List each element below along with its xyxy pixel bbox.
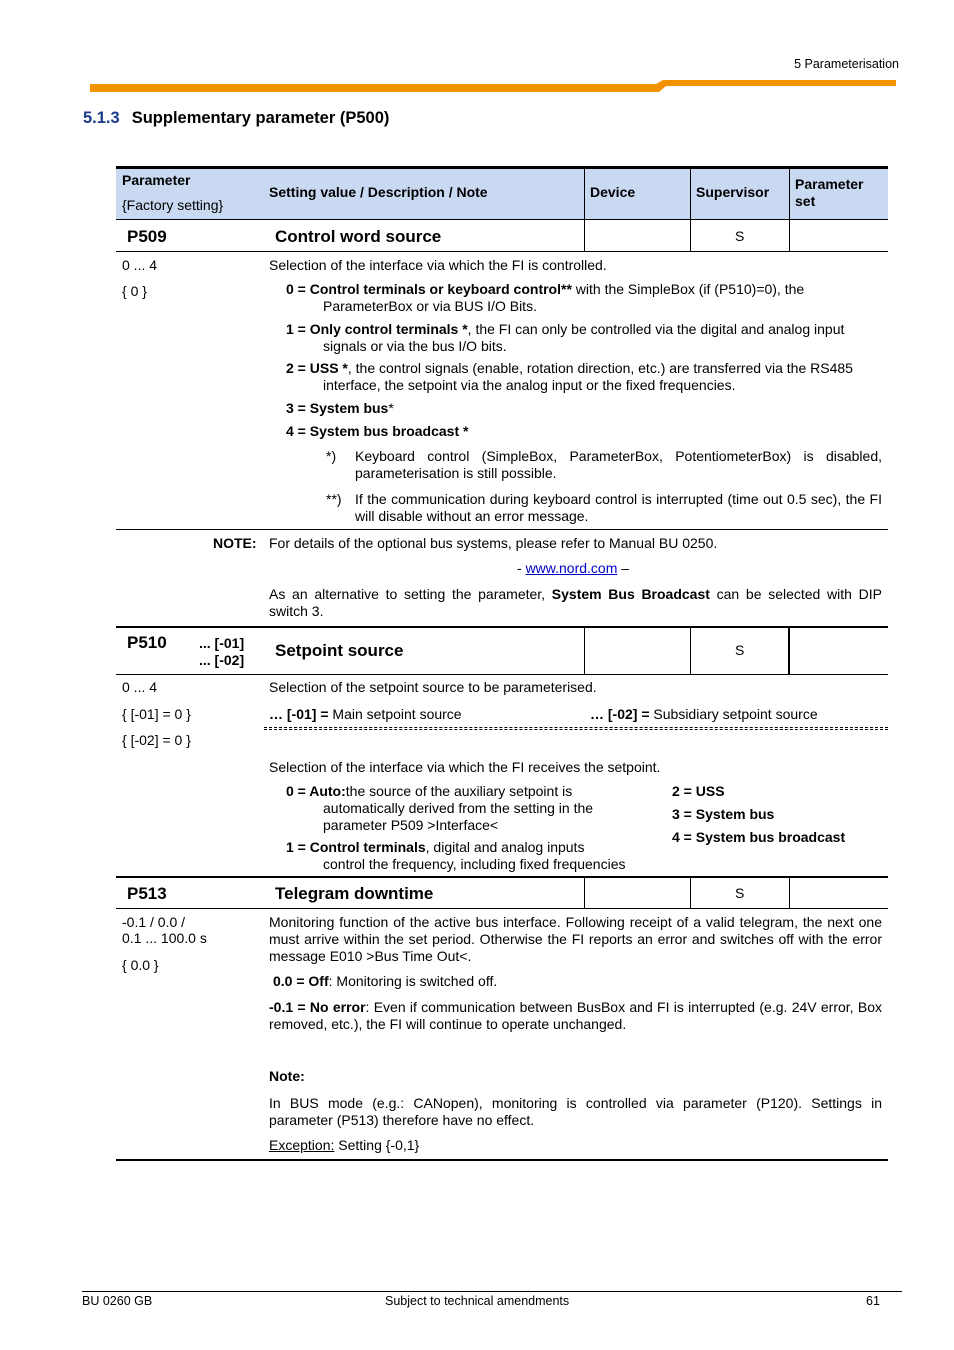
p509-opt2-text2: interface, the setpoint via the analog input or the fixed frequencies. (323, 377, 736, 393)
p509-link-line (517, 560, 629, 577)
p513-noerr-key: -0.1 = No error (269, 999, 366, 1015)
p510-sub2: ... [-02] (199, 652, 245, 668)
alt-bold: System Bus Broadcast (551, 586, 710, 602)
p510-opt2: 2 = USS (672, 783, 725, 799)
p509-opt3-text: * (388, 400, 394, 416)
p510-title: Setpoint source (275, 641, 404, 660)
p513-exc-text: Setting {-0,1} (334, 1137, 420, 1153)
p513-supervisor: S (735, 885, 745, 901)
p509-code: P509 (127, 227, 167, 246)
p509-opt3-key: 3 = System bus (286, 400, 389, 416)
p509-opt1-key: 1 = Only control terminals * (286, 321, 468, 337)
header-device: Device (590, 184, 636, 200)
nord-link[interactable]: www.nord.com (525, 560, 618, 576)
p513-note-label: Note: (269, 1068, 305, 1084)
p509-title: Control word source (275, 227, 442, 246)
p513-exc-label: Exception: (269, 1137, 335, 1153)
p510-opt0-text2: automatically derived from the setting in the (323, 800, 594, 816)
p509-fn2-mark: **) (326, 491, 342, 507)
alt-pre: As an alternative to setting the parameter, (269, 586, 552, 602)
p510-opt0-text: the source of the auxiliary setpoint is (345, 783, 573, 799)
p513-factory: { 0.0 } (122, 957, 159, 973)
section-title (83, 109, 389, 128)
p510-opt1-text: , digital and analog inputs (425, 839, 585, 855)
chapter-header: 5 Parameterisation (794, 57, 899, 71)
header-setting: Setting value / Description / Note (269, 184, 488, 200)
p509-fn2-text: If the communication during keyboard control is interrupted (time out 0.5 sec), the FI will disable without an error message. (355, 491, 882, 524)
p513-title: Telegram downtime (275, 884, 434, 903)
p509-opt0-text2: ParameterBox or via BUS I/O Bits. (323, 298, 537, 314)
orange-header-bar (90, 80, 896, 92)
p510-sub2-text: Subsidiary setpoint source (649, 706, 818, 722)
header-paramset: Parameter (795, 176, 864, 192)
header-parameter: Parameter (122, 172, 191, 188)
footer-divider (82, 1291, 902, 1292)
p510-opt1-key: 1 = Control terminals (286, 839, 426, 855)
p510-supervisor: S (735, 642, 745, 658)
table-header (116, 166, 888, 220)
p510-opt0-text3: parameter P509 >Interface< (323, 817, 499, 833)
p509-note-label: NOTE: (213, 535, 257, 551)
p509-factory: { 0 } (122, 283, 147, 299)
p513-range2: 0.1 ... 100.0 s (122, 930, 207, 946)
p510-factory1: { [-01] = 0 } (122, 706, 191, 722)
section-number: 5.1.3 (83, 109, 120, 127)
header-supervisor: Supervisor (696, 184, 770, 200)
p513-noerr-text: : Even if communication between BusBox and FI is interrupted (e.g. 24V error, Box removed, etc.), the FI will continue to operate unchanged. (269, 999, 882, 1032)
p509-intro: Selection of the interface via which the FI is controlled. (269, 257, 607, 273)
p509-opt2-text: , the control signals (enable, rotation direction, etc.) are transferred via the RS485 (347, 360, 853, 376)
p509-opt0-key: 0 = Control terminals or keyboard control** (286, 281, 572, 297)
link-prefix: - (517, 560, 526, 576)
p510-opt1-text2: control the frequency, including fixed frequencies (323, 856, 626, 872)
p509-opt0-text: with the SimpleBox (if (P510)=0), the (571, 281, 805, 297)
p509-opt2-key: 2 = USS * (286, 360, 348, 376)
p509-opt1-text2: signals or via the bus I/O bits. (323, 338, 507, 354)
p510-factory2: { [-02] = 0 } (122, 732, 191, 748)
p513-range1: -0.1 / 0.0 / (122, 914, 186, 930)
p509-fn1-mark: *) (326, 448, 337, 464)
p510-opt3: 3 = System bus (672, 806, 775, 822)
p510-sub1-text: Main setpoint source (328, 706, 462, 722)
p510-intro2: Selection of the interface via which the FI receives the setpoint. (269, 759, 661, 775)
p509-range: 0 ... 4 (122, 257, 158, 273)
p513-off-key: 0.0 = Off (273, 973, 329, 989)
p510-sub1-key: … [-01] = (269, 706, 329, 722)
section-heading: Supplementary parameter (P500) (131, 109, 390, 127)
footer-page: 61 (866, 1294, 880, 1308)
link-suffix: – (617, 560, 630, 576)
p510-range: 0 ... 4 (122, 679, 158, 695)
p513-note-text: In BUS mode (e.g.: CANopen), monitoring is controlled via parameter (P120). Settings in parameter (P513) therefore have no effect. (269, 1095, 882, 1128)
p509-supervisor: S (735, 228, 745, 244)
p509-fn1-text: Keyboard control (SimpleBox, ParameterBox, PotentiometerBox) is disabled, parameterisation is still possible. (355, 448, 882, 481)
header-paramset-2: set (795, 193, 816, 209)
p510-sub1: ... [-01] (199, 635, 245, 651)
footer-doc: BU 0260 GB (82, 1294, 153, 1308)
p510-opt4: 4 = System bus broadcast (672, 829, 846, 845)
p509-alternative (269, 586, 882, 620)
p513-off-text: : Monitoring is switched off. (328, 973, 498, 989)
p510-sub2-key: … [-02] = (590, 706, 650, 722)
p509-opt4-key: 4 = System bus broadcast * (286, 423, 469, 439)
p510-intro: Selection of the setpoint source to be parameterised. (269, 679, 597, 695)
alt-post: can be selected with DIP switch 3. (269, 586, 882, 619)
p510-code: P510 (127, 633, 167, 652)
p513-noerror (269, 999, 882, 1033)
p509-note-text: For details of the optional bus systems, please refer to Manual BU 0250. (269, 535, 718, 551)
p513-intro: Monitoring function of the active bus interface. Following receipt of a valid telegram, the next one must arrive within the set period. Otherwise the FI reports an error and switches off with the error message E010 >Bus Time Out<. (269, 914, 882, 964)
header-factory: {Factory setting} (122, 197, 224, 213)
p513-code: P513 (127, 884, 167, 903)
footer-center: Subject to technical amendments (385, 1294, 570, 1308)
p509-opt1-text: , the FI can only be controlled via the digital and analog input (467, 321, 845, 337)
p510-opt0-key: 0 = Auto: (286, 783, 346, 799)
